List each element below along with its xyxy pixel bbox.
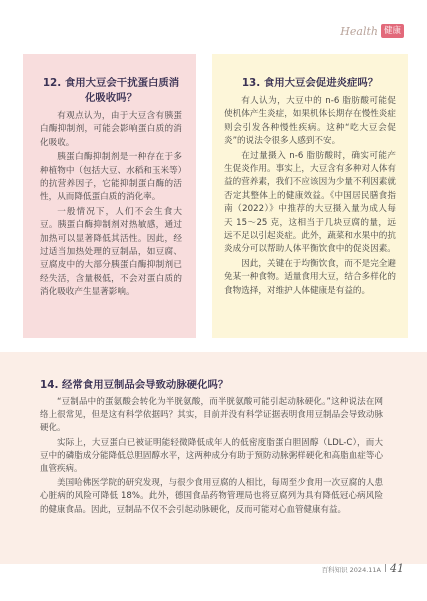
q14-box: [0, 352, 427, 564]
q12-paragraph: 一般情况下，人们不会生食大豆。胰蛋白酶抑制剂对热敏感，通过加热可以显著降低其活性。因此，经过适当加热处理的豆制品，如豆腐、豆腐皮中的大部分胰蛋白酶抑制剂已经失活，含量极低，不会对蛋白质的消化吸收产生显著影响。: [40, 206, 182, 298]
journal-issue: 百科知识 2024.11A: [321, 566, 381, 574]
q13-box: [212, 54, 408, 338]
q14-paragraph: 实际上，大豆蛋白已被证明能轻微降低成年人的低密度脂蛋白胆固醇（LDL-C），而大豆中的磷脂成分能降低总胆固醇水平，这两种成分有助于预防动脉粥样硬化和高脂血症等心血管疾病。: [40, 437, 383, 475]
page-number: 41: [390, 562, 404, 575]
page-footer: [322, 562, 404, 575]
q12-box: [23, 54, 196, 338]
q12-paragraph: 有观点认为，由于大豆含有胰蛋白酶抑制剂，可能会影响蛋白质的消化吸收。: [40, 111, 182, 148]
q14-paragraph: “豆制品中的蛋氨酸会转化为半胱氨酸，而半胱氨酸可能引起动脉硬化。”这种说法在网络上很常见，但是这有科学依据吗？其实，目前并没有科学证据表明食用豆制品会导致动脉硬化。: [40, 397, 383, 434]
q13-paragraph: 有人认为，大豆中的 n-6 脂肪酸可能促使机体产生炎症，如果机体长期存在慢性炎症则会引发各种慢性疾病。这种“吃大豆会促炎”的说法令很多人感到不安。: [224, 96, 396, 147]
q13-paragraph: 在过量摄入 n-6 脂肪酸时，确实可能产生促炎作用。事实上，大豆含有多种对人体有益的营养素，我们不应该因为少量不利因素就否定其整体上的健康效益。《中国居民膳食指南（2022）》中推荐的大豆摄入量为成人每天 15～25 克，这相当于几块豆腐的量，远远不足以引起炎症。此外，蔬菜和水果中的抗炎成分可以帮助人体平衡饮食中的促炎因素。: [224, 150, 396, 255]
section-header: [340, 24, 404, 38]
q13-title: 13. 食用大豆会促进炎症吗？: [241, 77, 379, 89]
q13-paragraph: 因此，关键在于均衡饮食，而不是完全避免某一种食物。适量食用大豆，结合多样化的食物选择，对维护人体健康是有益的。: [224, 258, 396, 296]
section-badge: 健康: [381, 24, 404, 38]
q14-title: 14. 经常食用豆制品会导致动脉硬化吗？: [40, 379, 229, 391]
q12-paragraph: 胰蛋白酶抑制剂是一种存在于多种植物中（包括大豆、水稻和玉米等）的抗营养因子，它能抑制蛋白酶的活性，从而降低蛋白质的消化率。: [40, 152, 182, 203]
q12-title: 12. 食用大豆会干扰蛋白质消化吸收吗？: [42, 77, 180, 104]
footer-divider: [385, 564, 386, 572]
q14-paragraph: 美国哈佛医学院的研究发现，与很少食用豆腐的人相比，每周至少食用一次豆腐的人患心脏病的风险可降低 18%。此外，德国食品药物管理局也将豆腐列为具有降低冠心病风险的健康食品。因此，豆制品不仅不会引起动脉硬化，反而可能对心血管健康有益。: [40, 478, 383, 515]
section-label: Health: [340, 24, 378, 38]
